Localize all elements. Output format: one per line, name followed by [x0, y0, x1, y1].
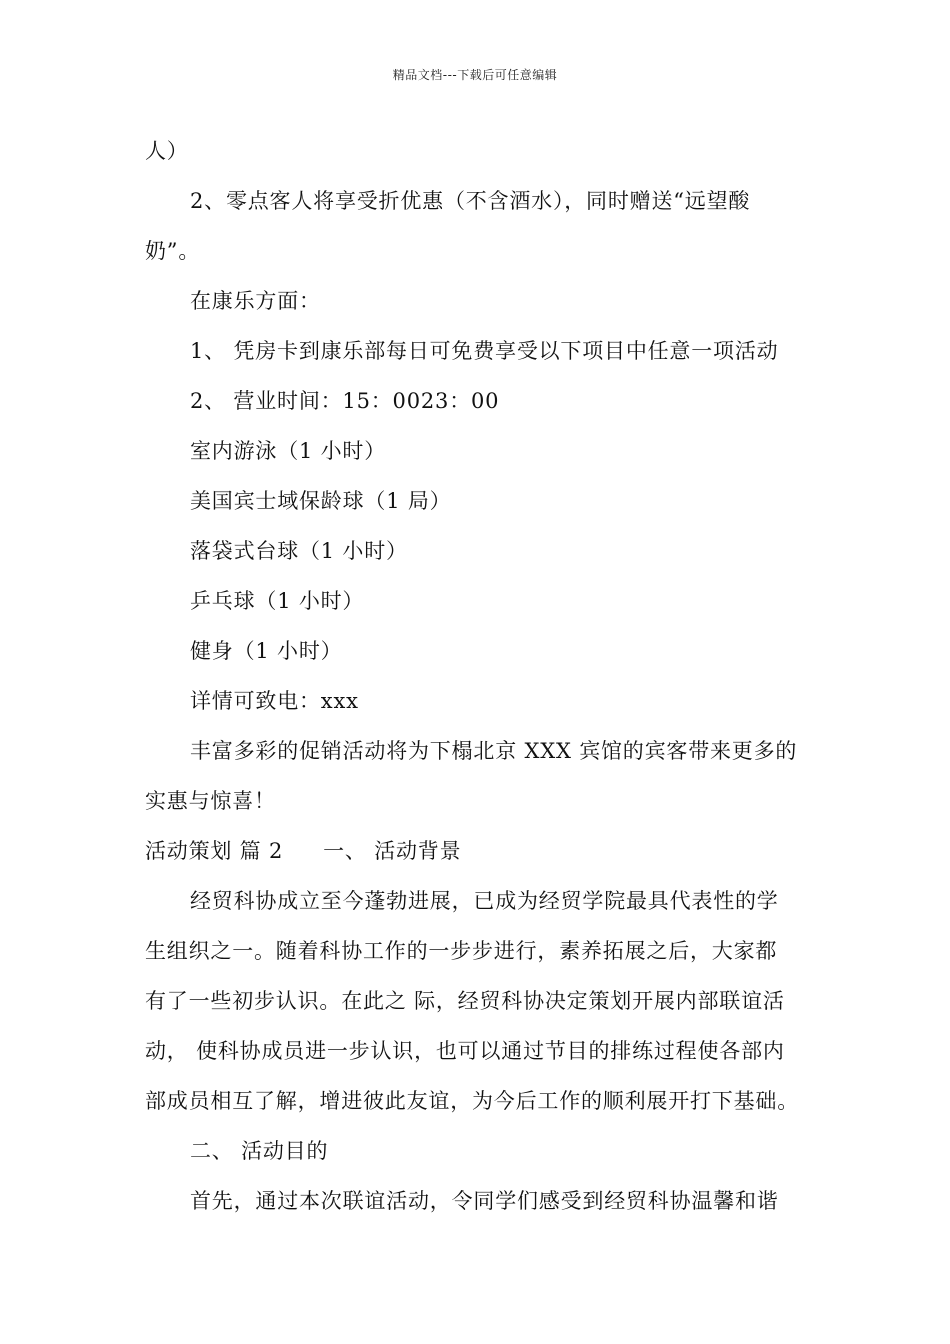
- contact-line: 详情可致电：xxx: [190, 689, 359, 713]
- list-item: 1、 凭房卡到康乐部每日可免费享受以下项目中任意一项活动: [190, 339, 779, 363]
- list-item: 健身（1 小时）: [190, 639, 343, 663]
- body-line: 实惠与惊喜！: [145, 789, 276, 813]
- body-line: 有了一些初步认识。在此之 际，经贸科协决定策划开展内部联谊活: [145, 989, 785, 1013]
- body-line: 生组织之一。随着科协工作的一步步进行，素养拓展之后，大家都: [145, 939, 778, 963]
- list-item: 落袋式台球（1 小时）: [190, 539, 408, 563]
- body-line: 首先，通过本次联谊活动，令同学们感受到经贸科协温馨和谐: [190, 1189, 779, 1213]
- section-heading: 二、 活动目的: [190, 1139, 329, 1163]
- section-heading: 一、 活动背景: [323, 839, 462, 863]
- article-title: 活动策划 篇 2: [145, 839, 284, 863]
- list-item: 美国宾士域保龄球（1 局）: [190, 489, 452, 513]
- body-line: 奶”。: [145, 239, 201, 263]
- body-line: 人）: [145, 139, 189, 163]
- list-item: 2、 营业时间：15：0023：00: [190, 389, 500, 413]
- page-header: 精品文档---下载后可任意编辑: [392, 68, 558, 82]
- body-line: 丰富多彩的促销活动将为下榻北京 XXX 宾馆的宾客带来更多的: [190, 739, 798, 763]
- body-line: 动， 使科协成员进一步认识，也可以通过节目的排练过程使各部内: [145, 1039, 785, 1063]
- list-item: 室内游泳（1 小时）: [190, 439, 387, 463]
- body-line: 经贸科协成立至今蓬勃进展，已成为经贸学院最具代表性的学: [190, 889, 779, 913]
- body-line: 2、零点客人将享受折优惠（不含酒水），同时赠送“远望酸: [190, 189, 751, 213]
- section-title: [145, 836, 461, 866]
- section-heading: 在康乐方面：: [190, 289, 321, 313]
- body-line: 部成员相互了解，增进彼此友谊，为今后工作的顺利展开打下基础。: [145, 1089, 799, 1113]
- list-item: 乒乓球（1 小时）: [190, 589, 365, 613]
